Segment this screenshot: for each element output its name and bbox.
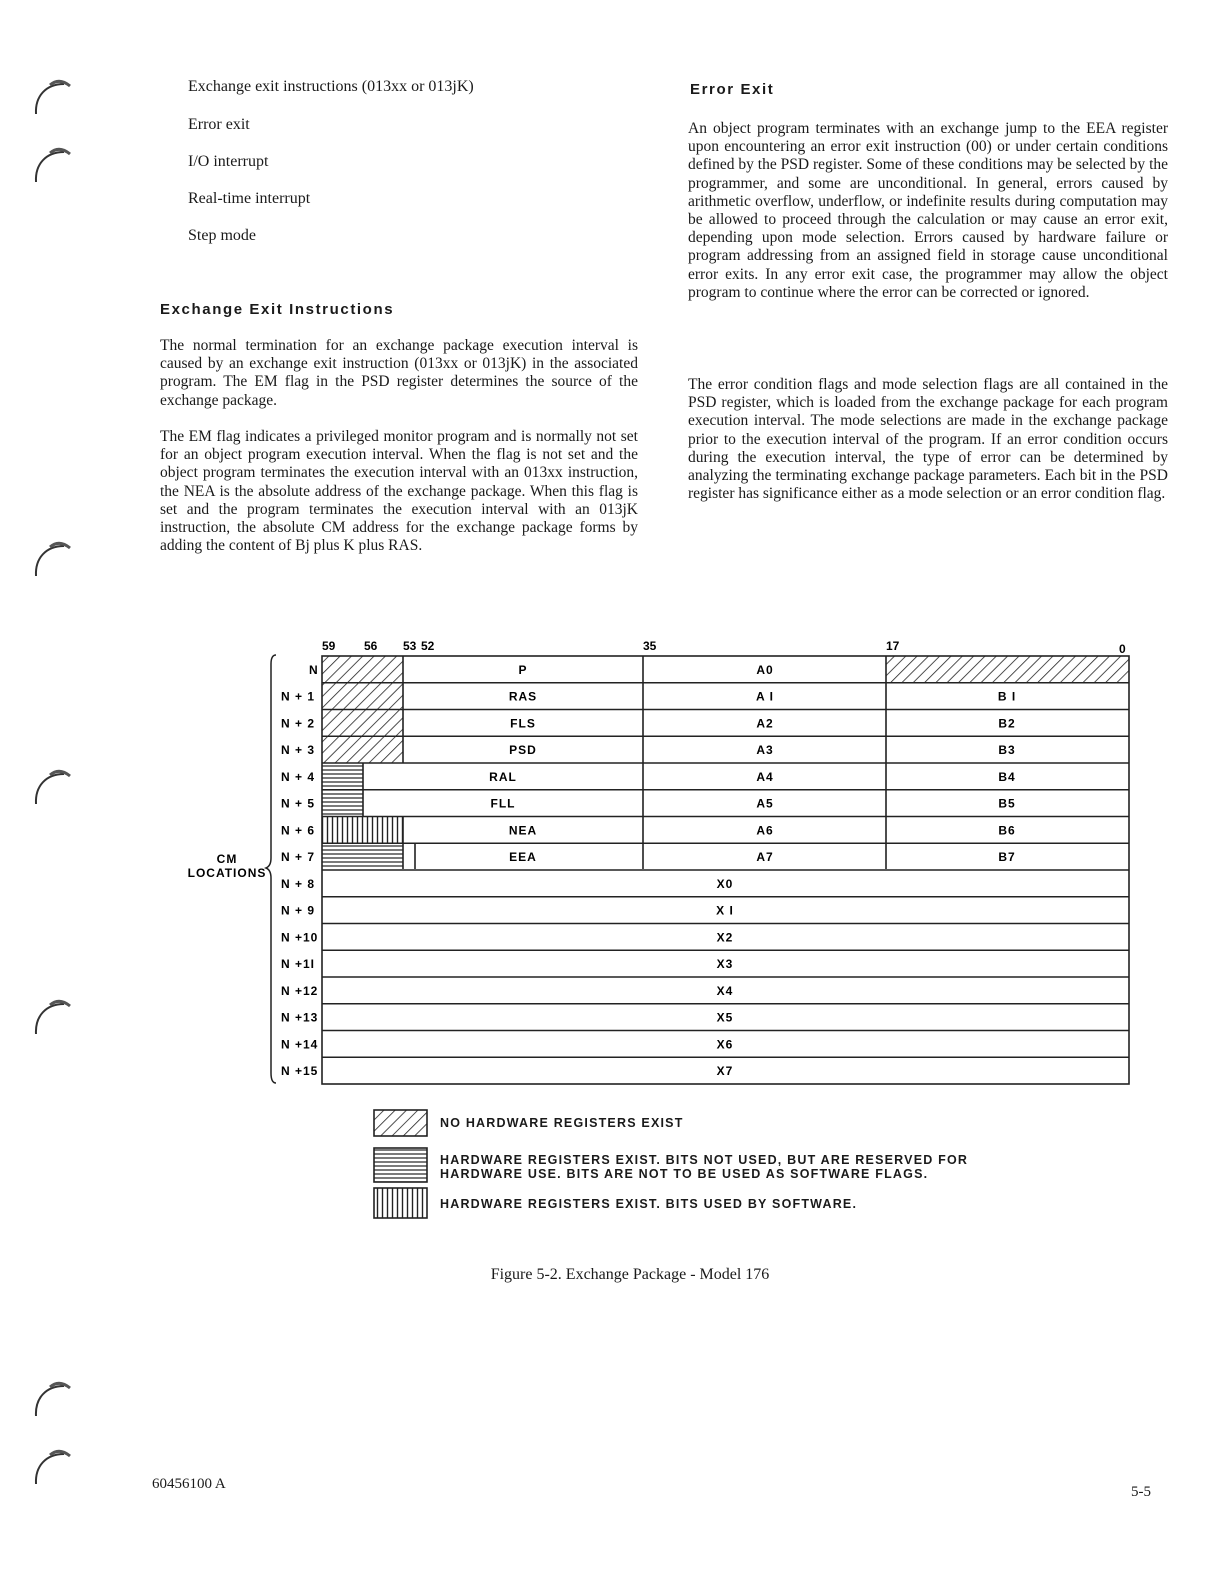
register-label: P: [518, 662, 528, 677]
register-label: PSD: [509, 743, 537, 758]
paragraph: The EM flag indicates a privileged monitor program and is normally not set for an object program execution interval. When the flag is not set and the object program terminates the execution interval with an 013xx instruction, the NEA is the absolute address of the exchange package. When this flag is set and the program terminates the execution interval with an 013jK instruction, the absolute CM address for the exchange package forms by adding the content of Bj plus K plus RAS.: [160, 428, 638, 555]
cm-address-label: N + 3: [281, 743, 316, 758]
register-label: FLL: [490, 796, 516, 811]
a-register-label: A6: [756, 823, 774, 838]
bit-label: 35: [643, 639, 657, 653]
bit-label: 56: [364, 639, 378, 653]
bit-label: 52: [421, 639, 435, 653]
x-register-label: X2: [716, 930, 734, 945]
bit-label: 0: [1119, 642, 1126, 656]
x-register-label: X0: [716, 876, 734, 891]
binding-mark: [30, 1444, 74, 1488]
cm-address-label: N + 1: [281, 689, 316, 704]
list-item: Step mode: [188, 227, 256, 244]
legend-swatch-reserved: [374, 1148, 427, 1182]
b-register-label: B I: [997, 689, 1017, 704]
legend-text: HARDWARE USE. BITS ARE NOT TO BE USED AS SOFTWARE FLAGS.: [440, 1167, 929, 1181]
no-hardware-hatch: [886, 656, 1129, 683]
register-label: RAS: [508, 689, 538, 704]
cm-address-label: N + 9: [281, 903, 316, 918]
list-item: Real-time interrupt: [188, 190, 311, 207]
section-heading-error-exit: Error Exit: [690, 81, 775, 98]
document-number: 60456100 A: [152, 1476, 226, 1492]
legend-text: HARDWARE REGISTERS EXIST. BITS NOT USED, BUT ARE RESERVED FOR: [440, 1153, 969, 1167]
register-label: NEA: [508, 823, 538, 838]
x-register-label: X4: [716, 983, 734, 998]
x-register-label: X3: [716, 957, 734, 972]
binding-mark: [30, 1376, 74, 1420]
cm-address-label: N + 2: [281, 716, 316, 731]
paragraph: The error condition flags and mode selection flags are all contained in the PSD register, which is loaded from the exchange package for each program execution interval. The mode selections are made in the exchange package prior to the execution interval of the program. If an error condition occurs during the execution interval, the type of error can be determined by analyzing the terminating exchange package parameters. Each bit in the PSD register has significance either as a mode selection or an error condition flag.: [688, 376, 1168, 503]
list-item: Error exit: [188, 116, 250, 133]
legend-text: NO HARDWARE REGISTERS EXIST: [440, 1116, 684, 1130]
figure-caption: Figure 5-2. Exchange Package - Model 176: [490, 1266, 770, 1283]
bit-label: 53: [403, 639, 417, 653]
a-register-label: A0: [756, 662, 774, 677]
paragraph: The normal termination for an exchange package execution interval is caused by an exchange exit instruction (013xx or 013jK) in the associated program. The EM flag in the PSD register determines the source of the exchange package.: [160, 337, 638, 409]
cm-address-label: N +1I: [281, 957, 316, 972]
b-register-label: B4: [998, 769, 1016, 784]
legend-swatch-no-hardware: [374, 1110, 427, 1136]
a-register-label: A3: [756, 743, 774, 758]
cm-address-label: N +10: [281, 930, 319, 945]
b-register-label: B7: [998, 850, 1016, 865]
a-register-label: A7: [756, 850, 774, 865]
x-register-label: X7: [716, 1064, 734, 1079]
x-register-label: X6: [716, 1037, 734, 1052]
bit-label: 59: [322, 639, 336, 653]
cm-address-label: N +14: [281, 1037, 319, 1052]
b-register-label: B6: [998, 823, 1016, 838]
b-register-label: B3: [998, 743, 1016, 758]
b-register-label: B5: [998, 796, 1016, 811]
cm-address-label: N + 4: [281, 769, 316, 784]
locations-brace: [266, 655, 276, 1083]
list-item: Exchange exit instructions (013xx or 013jK): [188, 78, 474, 95]
b-register-label: B2: [998, 716, 1016, 731]
a-register-label: A5: [756, 796, 774, 811]
cm-address-label: N +13: [281, 1010, 319, 1025]
reserved-hatch: [322, 843, 403, 869]
x-register-label: X5: [716, 1010, 734, 1025]
a-register-label: A4: [756, 769, 774, 784]
paragraph: An object program terminates with an exchange jump to the EEA register upon encountering an error exit instruction (00) or under certain conditions defined by the PSD register. Some of these conditions may be selected by the programmer, and some are unconditional. In general, errors caused by arithmetic overflow, underflow, or indefinite results during computation may be allowed to proceed through the calculation or may cause an error exit, depending upon mode selection. Errors caused by hardware failure or program addressing from an assigned field in storage cause unconditional error exits. In any error exit case, the programmer may allow the object program to continue where the error can be corrected or ignored.: [688, 120, 1168, 301]
register-label: EEA: [509, 850, 537, 865]
list-item: I/O interrupt: [188, 153, 269, 170]
register-label: FLS: [510, 716, 536, 731]
cm-address-label: N +12: [281, 983, 319, 998]
page-number: 5-5: [1131, 1484, 1151, 1500]
cm-locations-label: LOCATIONS: [187, 866, 267, 880]
cm-address-label: N: [309, 662, 319, 677]
cm-address-label: N + 5: [281, 796, 316, 811]
cm-address-label: N + 7: [281, 850, 316, 865]
software-bits-hatch: [322, 816, 403, 843]
register-label: RAL: [489, 769, 517, 784]
cm-address-label: N + 8: [281, 876, 316, 891]
cm-address-label: N +15: [281, 1064, 319, 1079]
cm-address-label: N + 6: [281, 823, 316, 838]
x-register-label: X I: [716, 903, 734, 918]
cm-label: CM: [216, 852, 238, 866]
section-heading-exchange-exit: Exchange Exit Instructions: [160, 301, 395, 318]
a-register-label: A2: [756, 716, 774, 731]
bit-label: 17: [886, 639, 900, 653]
legend-text: HARDWARE REGISTERS EXIST. BITS USED BY SOFTWARE.: [440, 1197, 858, 1211]
a-register-label: A I: [756, 689, 774, 704]
legend-swatch-software: [374, 1188, 427, 1218]
